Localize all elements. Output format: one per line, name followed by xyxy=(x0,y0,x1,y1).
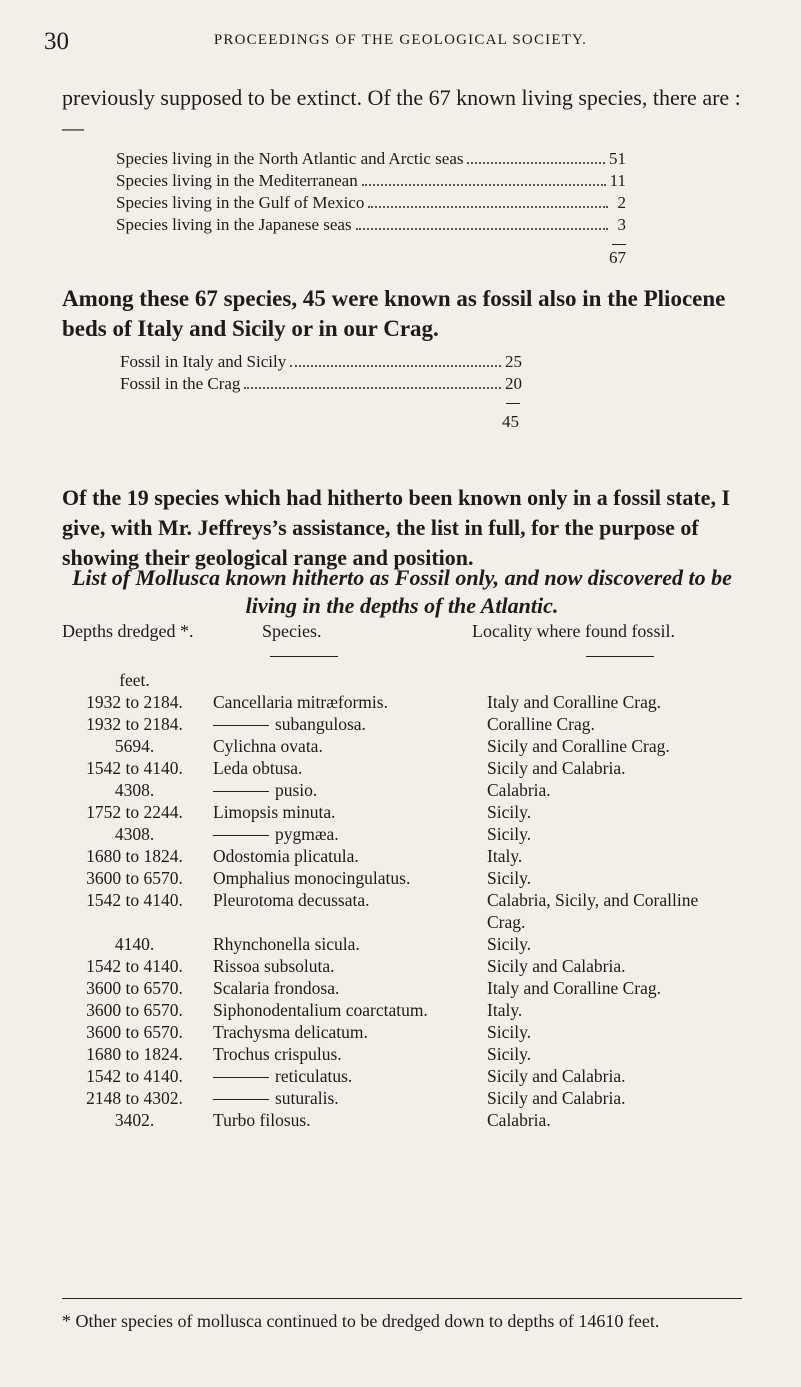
locality-cell: Italy. xyxy=(487,1000,523,1020)
depth-cell: 5694. xyxy=(114,736,155,756)
ditto-dash xyxy=(213,835,269,836)
species-cell xyxy=(207,1043,483,1065)
locality-cell: Sicily. xyxy=(487,1044,532,1064)
table-row xyxy=(62,933,742,955)
depth-cell: 4308. xyxy=(114,824,155,844)
locality-cell: Calabria. xyxy=(487,780,551,800)
locality-cell: Sicily and Calabria. xyxy=(487,1088,626,1108)
column-header-species: Species. xyxy=(262,621,322,641)
table-row xyxy=(62,955,742,977)
paragraph-intro: previously supposed to be extinct. Of the 67 known living species, there are :— xyxy=(62,85,741,140)
list-item: Fossil in the Crag 20 xyxy=(120,374,522,393)
species-cell xyxy=(207,1087,483,1109)
species-cell xyxy=(207,889,483,933)
footnote-rule xyxy=(62,1298,742,1299)
table-row xyxy=(62,999,742,1021)
species-cell xyxy=(207,691,483,713)
header-underline xyxy=(270,656,338,657)
depth-cell: 1542 to 4140. xyxy=(86,956,183,976)
species-name: Scalaria frondosa. xyxy=(213,978,340,998)
depth-cell: 1932 to 2184. xyxy=(86,692,183,712)
header-underline xyxy=(586,656,654,657)
locality-cell: Calabria, Sicily, and Coralline Crag. xyxy=(487,890,699,932)
species-cell xyxy=(207,735,483,757)
species-name: Leda obtusa. xyxy=(213,758,303,778)
species-name: reticulatus. xyxy=(275,1066,353,1086)
sum-rule xyxy=(506,403,520,404)
locality-cell: Sicily and Coralline Crag. xyxy=(487,736,670,756)
table-row xyxy=(62,1109,742,1131)
species-cell xyxy=(207,713,483,735)
depth-cell: 1680 to 1824. xyxy=(86,1044,183,1064)
species-name: pusio. xyxy=(275,780,318,800)
species-cell xyxy=(207,845,483,867)
living-species-list xyxy=(116,149,626,237)
paragraph-fossil: Among these 67 species, 45 were known as fossil also in the Pliocene beds of Italy and Sicily or in our Crag. xyxy=(62,286,726,341)
locality-cell: Sicily and Calabria. xyxy=(487,1066,626,1086)
species-cell xyxy=(207,1021,483,1043)
depth-unit: feet. xyxy=(119,670,150,690)
species-name: Rhynchonella sicula. xyxy=(213,934,360,954)
depth-cell: 1542 to 4140. xyxy=(86,1066,183,1086)
fossil-species-list xyxy=(120,352,522,396)
depth-cell: 3600 to 6570. xyxy=(86,1000,183,1020)
depth-cell: 4308. xyxy=(114,780,155,800)
species-name: suturalis. xyxy=(275,1088,339,1108)
depth-cell: 3600 to 6570. xyxy=(86,978,183,998)
locality-cell: Sicily and Calabria. xyxy=(487,956,626,976)
species-name: Siphonodentalium coarctatum. xyxy=(213,1000,428,1020)
table-row xyxy=(62,1087,742,1109)
locality-cell: Sicily. xyxy=(487,802,532,822)
species-name: Trachysma delicatum. xyxy=(213,1022,368,1042)
species-name: Limopsis minuta. xyxy=(213,802,336,822)
locality-cell: Sicily. xyxy=(487,824,532,844)
table-row xyxy=(62,823,742,845)
paragraph-list-intro: Of the 19 species which had hitherto been known only in a fossil state, I give, with Mr. Jeffreys’s assistance, the list in full, for the purpose of showing their geological range and position. xyxy=(62,485,731,570)
locality-cell: Italy. xyxy=(487,846,523,866)
list-item: Species living in the Mediterranean 11 xyxy=(116,171,626,190)
list-item: Species living in the Japanese seas 3 xyxy=(116,215,626,234)
column-header-depth: Depths dredged *. xyxy=(62,621,194,641)
ditto-dash xyxy=(213,1077,269,1078)
locality-cell: Coralline Crag. xyxy=(487,714,595,734)
table-row xyxy=(62,669,742,691)
table-row xyxy=(62,801,742,823)
species-name: Odostomia plicatula. xyxy=(213,846,359,866)
depth-cell: 1680 to 1824. xyxy=(86,846,183,866)
table-row xyxy=(62,735,742,757)
species-cell xyxy=(207,955,483,977)
table-row xyxy=(62,977,742,999)
species-cell xyxy=(207,1109,483,1131)
species-cell xyxy=(207,757,483,779)
species-cell xyxy=(207,823,483,845)
species-cell xyxy=(207,1065,483,1087)
species-name: Pleurotoma decussata. xyxy=(213,890,370,910)
locality-cell: Sicily and Calabria. xyxy=(487,758,626,778)
species-name: Cancellaria mitræformis. xyxy=(213,692,388,712)
locality-cell: Italy and Coralline Crag. xyxy=(487,692,661,712)
column-header-locality: Locality where found fossil. xyxy=(472,621,675,641)
list-item: Species living in the Gulf of Mexico 2 xyxy=(116,193,626,212)
depth-cell: 1542 to 4140. xyxy=(86,758,183,778)
depth-cell: 3402. xyxy=(114,1110,155,1130)
sum-rule xyxy=(612,244,626,245)
ditto-dash xyxy=(213,791,269,792)
table-row xyxy=(62,757,742,779)
page-number: 30 xyxy=(44,28,69,55)
locality-cell: Sicily. xyxy=(487,868,532,888)
species-cell xyxy=(207,999,483,1021)
depth-cell: 1542 to 4140. xyxy=(86,890,183,910)
table-row xyxy=(62,845,742,867)
depth-cell: 1752 to 2244. xyxy=(86,802,183,822)
species-cell xyxy=(207,801,483,823)
depth-cell: 3600 to 6570. xyxy=(86,868,183,888)
depth-cell: 4140. xyxy=(114,934,155,954)
running-head: PROCEEDINGS OF THE GEOLOGICAL SOCIETY. xyxy=(213,32,588,48)
species-cell xyxy=(207,867,483,889)
living-total: 67 xyxy=(609,248,626,267)
depth-cell: 3600 to 6570. xyxy=(86,1022,183,1042)
list-item: Species living in the North Atlantic and Arctic seas 51 xyxy=(116,149,626,168)
species-name: pygmæa. xyxy=(275,824,339,844)
species-name: Rissoa subsoluta. xyxy=(213,956,335,976)
depth-cell: 2148 to 4302. xyxy=(86,1088,183,1108)
mollusca-table xyxy=(62,669,742,1131)
locality-cell: Sicily. xyxy=(487,1022,532,1042)
species-cell xyxy=(207,779,483,801)
table-row xyxy=(62,1065,742,1087)
table-row xyxy=(62,779,742,801)
species-name: Cylichna ovata. xyxy=(213,736,323,756)
ditto-dash xyxy=(213,725,269,726)
list-item: Fossil in Italy and Sicily 25 xyxy=(120,352,522,371)
table-row xyxy=(62,1043,742,1065)
locality-cell: Italy and Coralline Crag. xyxy=(487,978,661,998)
table-title: List of Mollusca known hitherto as Fossil only, and now discovered to be living in the depths of the Atlantic. xyxy=(72,565,732,618)
species-cell xyxy=(207,933,483,955)
species-name: Trochus crispulus. xyxy=(213,1044,342,1064)
table-row xyxy=(62,867,742,889)
species-name: Omphalius monocingulatus. xyxy=(213,868,411,888)
depth-cell: 1932 to 2184. xyxy=(86,714,183,734)
table-row xyxy=(62,713,742,735)
table-row xyxy=(62,691,742,713)
ditto-dash xyxy=(213,1099,269,1100)
fossil-total: 45 xyxy=(502,412,519,431)
locality-cell: Sicily. xyxy=(487,934,532,954)
table-row xyxy=(62,1021,742,1043)
footnote: * Other species of mollusca continued to be dredged down to depths of 14610 feet. xyxy=(62,1311,660,1331)
species-name: subangulosa. xyxy=(275,714,366,734)
species-cell xyxy=(207,977,483,999)
table-row xyxy=(62,889,742,933)
locality-cell: Calabria. xyxy=(487,1110,551,1130)
species-name: Turbo filosus. xyxy=(213,1110,311,1130)
